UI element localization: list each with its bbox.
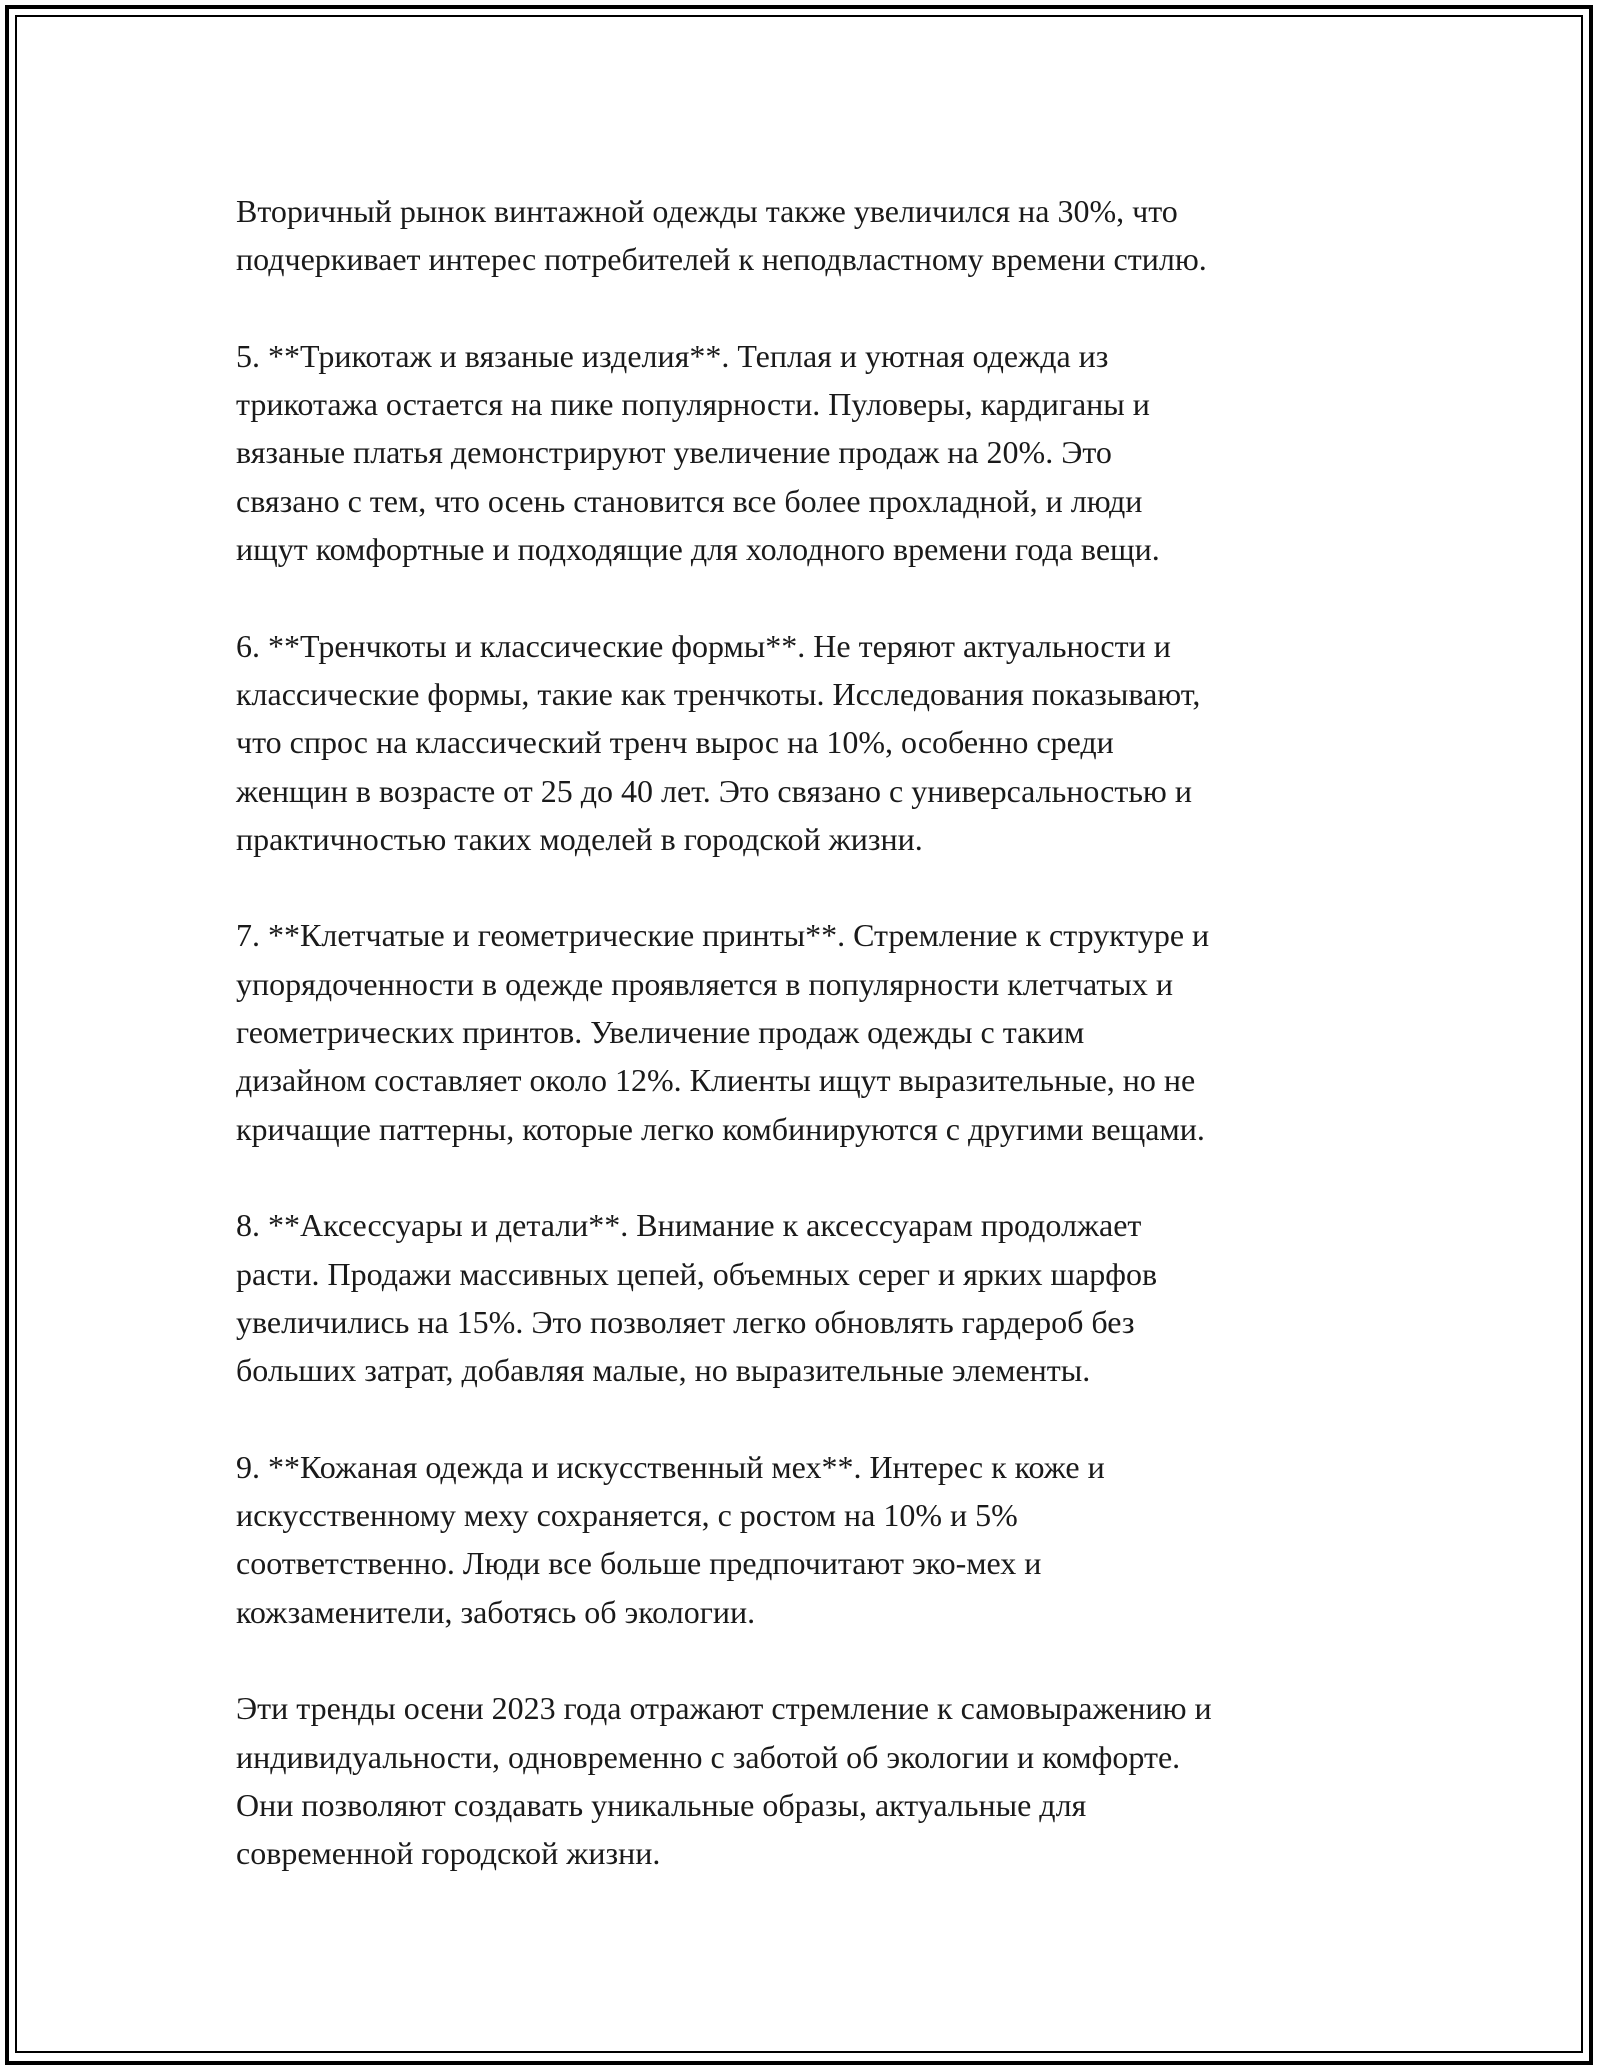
paragraph-accessories xyxy=(236,1201,1376,1394)
text-line: вязаные платья демонстрируют увеличение продаж на 20%. Это xyxy=(236,434,1112,471)
paragraph-vintage-market xyxy=(236,187,1376,284)
text-line: искусственному меху сохраняется, с ростом на 10% и 5% xyxy=(236,1497,1018,1534)
text-line: кричащие паттерны, которые легко комбинируются с другими вещами. xyxy=(236,1110,1205,1147)
text-line: индивидуальности, одновременно с заботой об экологии и комфорте. xyxy=(236,1738,1181,1775)
text-line: 9. **Кожаная одежда и искусственный мех**. Интерес к коже и xyxy=(236,1448,1105,1485)
text-line: 8. **Аксессуары и детали**. Внимание к аксессуарам продолжает xyxy=(236,1207,1142,1244)
text-line: соответственно. Люди все больше предпочитают эко-мех и xyxy=(236,1545,1042,1582)
paragraph-prints xyxy=(236,911,1376,1152)
text-line: геометрических принтов. Увеличение продаж одежды с таким xyxy=(236,1014,1085,1051)
text-line: подчеркивает интерес потребителей к неподвластному времени стилю. xyxy=(236,241,1207,278)
text-line: практичностью таких моделей в городской жизни. xyxy=(236,820,923,857)
paragraph-trenchcoats xyxy=(236,622,1376,863)
text-line: 6. **Тренчкоты и классические формы**. Не теряют актуальности и xyxy=(236,627,1171,664)
paragraph-knitwear xyxy=(236,332,1376,573)
text-line: кожзаменители, заботясь об экологии. xyxy=(236,1593,756,1630)
paragraph-leather-fur xyxy=(236,1443,1376,1636)
text-line: расти. Продажи массивных цепей, объемных серег и ярких шарфов xyxy=(236,1255,1158,1292)
text-line: больших затрат, добавляя малые, но выразительные элементы. xyxy=(236,1352,1091,1389)
text-line: женщин в возрасте от 25 до 40 лет. Это связано с универсальностью и xyxy=(236,772,1192,809)
text-line: современной городской жизни. xyxy=(236,1835,661,1872)
text-line: классические формы, такие как тренчкоты. Исследования показывают, xyxy=(236,675,1201,712)
text-line: увеличились на 15%. Это позволяет легко обновлять гардероб без xyxy=(236,1303,1135,1340)
text-line: ищут комфортные и подходящие для холодного времени года вещи. xyxy=(236,531,1160,568)
text-line: 5. **Трикотаж и вязаные изделия**. Теплая и уютная одежда из xyxy=(236,337,1109,374)
text-line: связано с тем, что осень становится все более прохладной, и люди xyxy=(236,482,1143,519)
text-line: Эти тренды осени 2023 года отражают стремление к самовыражению и xyxy=(236,1690,1212,1727)
paragraph-conclusion xyxy=(236,1684,1376,1877)
text-line: упорядоченности в одежде проявляется в популярности клетчатых и xyxy=(236,965,1173,1002)
text-line: 7. **Клетчатые и геометрические принты**. Стремление к структуре и xyxy=(236,917,1210,954)
text-line: трикотажа остается на пике популярности. Пуловеры, кардиганы и xyxy=(236,386,1150,423)
document-body xyxy=(236,187,1376,1926)
text-line: что спрос на классический тренч вырос на 10%, особенно среди xyxy=(236,724,1114,761)
text-line: Вторичный рынок винтажной одежды также увеличился на 30%, что xyxy=(236,193,1178,229)
text-line: Они позволяют создавать уникальные образы, актуальные для xyxy=(236,1786,1087,1823)
text-line: дизайном составляет около 12%. Клиенты ищут выразительные, но не xyxy=(236,1062,1196,1099)
